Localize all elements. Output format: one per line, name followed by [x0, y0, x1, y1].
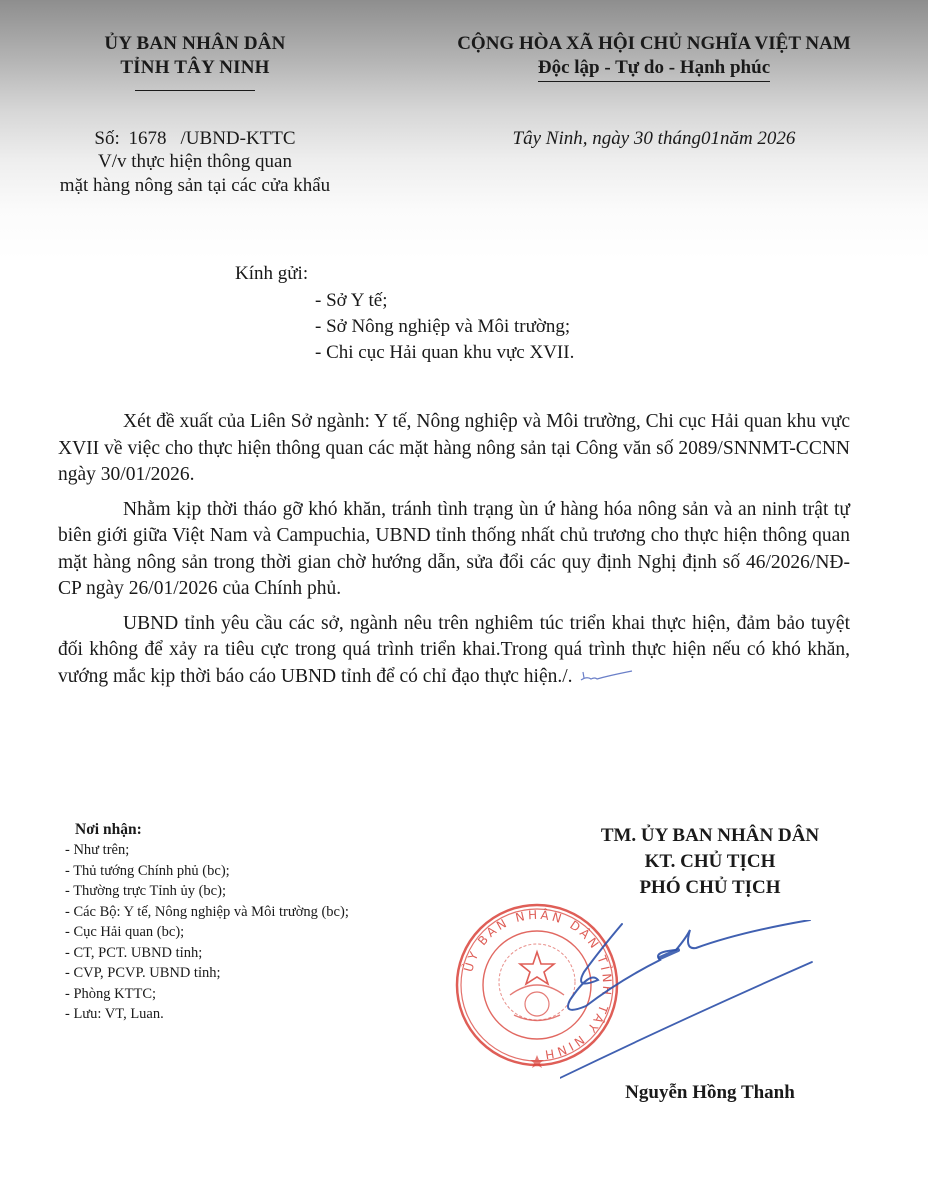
place-and-date: Tây Ninh, ngày 30 tháng01năm 2026 [512, 128, 796, 149]
body-paragraph: Xét đề xuất của Liên Sở ngành: Y tế, Nông nghiệp và Môi trường, Chi cục Hải quan khu vực XVII về việc cho thực hiện thông quan các mặt hàng nông sản tại Công văn số 2089/SNNMT-CCNN ngày 30/01/2026. [58, 411, 850, 485]
distribution-item: - Phòng KTTC; [65, 985, 157, 1002]
signature-title-2: KT. CHỦ TỊCH [644, 851, 776, 872]
signature-title-1: TM. ỦY BAN NHÂN DÂN [600, 825, 820, 846]
doc-number-suffix: /UBND-KTTC [180, 128, 296, 149]
handwritten-signature-icon [560, 920, 820, 1080]
subject-line-2: mặt hàng nông sản tại các cửa khẩu [59, 175, 331, 196]
distribution-item: - Như trên; [65, 842, 130, 858]
signature-title-3: PHÓ CHỦ TỊCH [639, 877, 781, 898]
signer-name: Nguyễn Hồng Thanh [625, 1082, 795, 1103]
signature-block [520, 823, 900, 901]
recipients-label: Kính gửi: [235, 263, 309, 284]
body-paragraph: Nhằm kịp thời tháo gỡ khó khăn, tránh tình trạng ùn ứ hàng hóa nông sản và an ninh trật tự biên giới giữa Việt Nam và Campuchia, UBND tỉnh thống nhất chủ trương cho thực hiện thông quan mặt hàng nông sản trong thời gian chờ hướng dẫn, sửa đổi các quy định Nghị định số 46/2026/NĐ-CP ngày 26/01/2026 của Chính phủ. [58, 498, 850, 599]
document-number [30, 128, 360, 150]
distribution-item: - Thường trực Tỉnh ủy (bc); [65, 883, 226, 899]
recipient-item: - Sở Y tế; [315, 290, 388, 311]
authority-line-2: TỈNH TÂY NINH [120, 57, 270, 78]
doc-number-value: 1678 [128, 128, 167, 149]
national-header [380, 32, 928, 82]
distribution-item: - Lưu: VT, Luan. [65, 1006, 164, 1022]
initials-mark-icon [577, 668, 637, 686]
distribution-item: - CT, PCT. UBND tỉnh; [65, 944, 203, 961]
authority-underline [135, 90, 255, 91]
national-motto: Độc lập - Tự do - Hạnh phúc [538, 56, 770, 82]
body-paragraph-text: UBND tỉnh yêu cầu các sở, ngành nêu trên nghiêm túc triển khai thực hiện, đảm bảo tuyệt đối không để xảy ra tiêu cực trong quá trình triển khai.Trong quá trình thực hiện nếu có khó khăn, vướng mắc kịp thời báo cáo UBND tỉnh để có chỉ đạo thực hiện./. [58, 612, 850, 687]
distribution-item: - Cục Hải quan (bc); [65, 924, 185, 940]
authority-line-1: ỦY BAN NHÂN DÂN [104, 33, 286, 54]
distribution-item: - CVP, PCVP. UBND tỉnh; [65, 965, 221, 981]
distribution-item: - Các Bộ: Y tế, Nông nghiệp và Môi trường (bc); [65, 903, 349, 920]
document-subject [20, 150, 370, 198]
distribution-title: Nơi nhận: [75, 821, 142, 838]
distribution-list [65, 820, 465, 1025]
body-paragraph [58, 611, 850, 691]
recipients-list [315, 288, 574, 366]
national-title: CỘNG HÒA XÃ HỘI CHỦ NGHĨA VIỆT NAM [457, 33, 851, 54]
distribution-item: - Thủ tướng Chính phủ (bc); [65, 862, 230, 879]
svg-text:ỦY BAN NHÂN DÂN TỈNH TÂY NINH: ỦY BAN NHÂN DÂN TỈNH TÂY NINH [461, 907, 615, 1062]
document-body [58, 409, 850, 698]
issuing-authority [30, 32, 360, 91]
recipient-item: - Chi cục Hải quan khu vực XVII. [315, 342, 575, 363]
recipient-item: - Sở Nông nghiệp và Môi trường; [315, 316, 571, 337]
subject-line-1: V/v thực hiện thông quan [98, 151, 292, 172]
doc-number-prefix: Số: [94, 128, 120, 149]
